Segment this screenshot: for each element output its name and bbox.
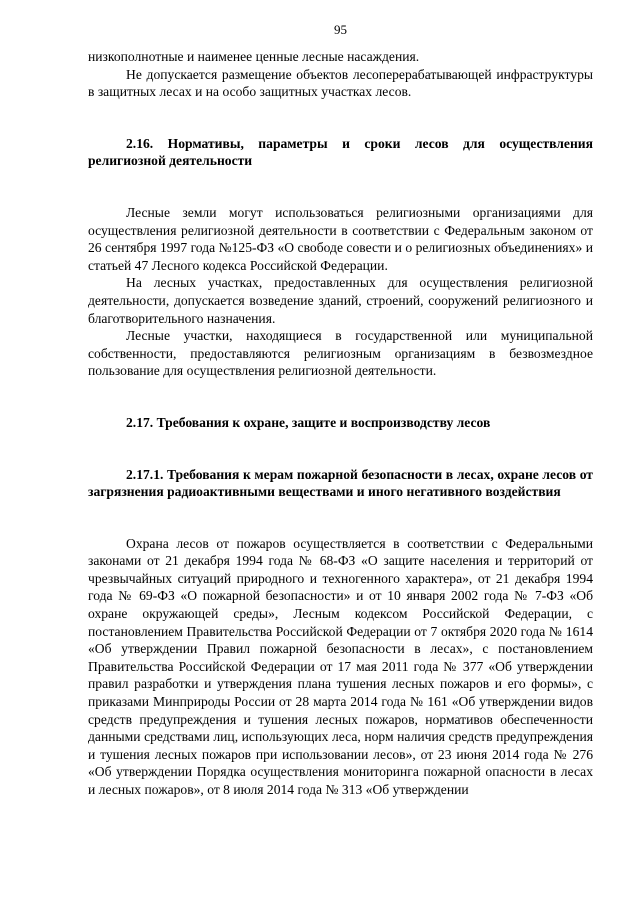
paragraph: Лесные земли могут использоваться религиозными организациями для осуществления религиозной деятельности в соответствии с Федеральным законом от 26 сентября 1997 года №125-ФЗ «О свободе совести и о религиозных объединениях» и статьей 47 Лесного кодекса Российской Федерации.: [88, 204, 593, 273]
page-number: 95: [334, 22, 347, 37]
paragraph: Не допускается размещение объектов лесоперерабатывающей инфраструктуры в защитных лесах и на особо защитных участках лесов.: [88, 66, 593, 100]
document-page: [88, 22, 593, 799]
paragraph: низкополнотные и наименее ценные лесные насаждения.: [88, 49, 420, 64]
paragraph: На лесных участках, предоставленных для осуществления религиозной деятельности, допускается возведение зданий, строений, сооружений религиозного и благотворительного назначения.: [88, 275, 593, 326]
spacer: [88, 170, 593, 204]
spacer: [88, 501, 593, 535]
section-heading: 2.17. Требования к охране, защите и воспроизводству лесов: [126, 414, 491, 430]
section-heading: 2.16. Нормативы, параметры и сроки лесов для осуществления религиозной деятельности: [88, 135, 593, 169]
spacer: [88, 380, 593, 414]
subsection-heading: 2.17.1. Требования к мерам пожарной безопасности в лесах, охране лесов от загрязнения радиоактивными веществами и иного негативного воздействия: [88, 466, 593, 500]
spacer: [88, 432, 593, 466]
paragraph: Охрана лесов от пожаров осуществляется в соответствии с Федеральными законами от 21 декабря 1994 года № 68-ФЗ «О защите населения и территорий от чрезвычайных ситуаций природного и техногенного характера», от 21 декабря 1994 года № 69-ФЗ «О пожарной безопасности» и от 10 января 2002 года № 7-ФЗ «Об охране окружающей среды», Лесным кодексом Российской Федерации, с постановлением Правительства Российской Федерации от 7 октября 2020 года № 1614 «Об утверждении Правил пожарной безопасности в лесах», с постановлением Правительства Российской Федерации от 17 мая 2011 года № 377 «Об утверждении правил разработки и утверждения плана тушения лесных пожаров и его формы», с приказами Минприроды России от 28 марта 2014 года № 161 «Об утверждении видов средств предупреждения и тушения лесных пожаров, нормативов обеспеченности данными средствами лиц, использующих леса, норм наличия средств предупреждения и тушения лесных пожаров при использовании лесов», от 23 июня 2014 года № 276 «Об утверждении Порядка осуществления мониторинга пожарной опасности в лесах и лесных пожаров», от 8 июля 2014 года № 313 «Об утверждении: [88, 535, 593, 797]
spacer: [88, 101, 593, 135]
paragraph: Лесные участки, находящиеся в государственной или муниципальной собственности, предоставляются религиозным организациям в безвозмездное пользование для осуществления религиозной деятельности.: [88, 328, 593, 379]
